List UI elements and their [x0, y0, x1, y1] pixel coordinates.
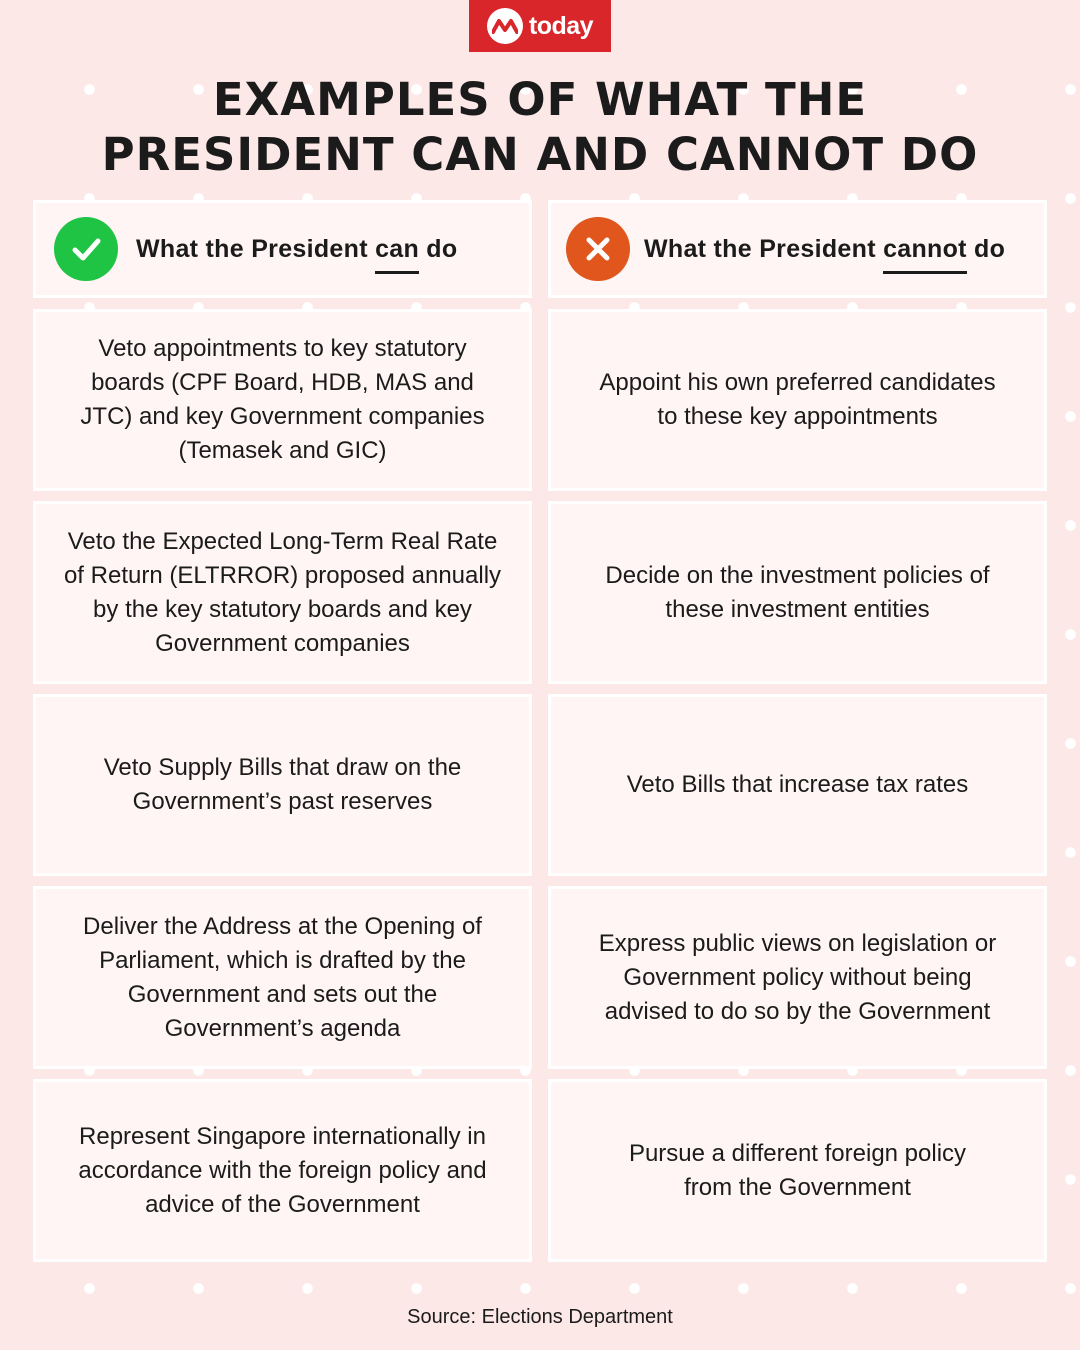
- can-header-prefix: What the President: [136, 235, 376, 263]
- can-item-text: Veto the Expected Long-Term Real Rate of Return (ELTRROR) proposed annually by the key statutory boards and key Government companies: [63, 527, 502, 657]
- cannot-header-text: [644, 232, 1005, 266]
- can-item-1: [33, 309, 532, 491]
- source-credit: Source: Elections Department: [407, 1306, 673, 1328]
- title-line-1: EXAMPLES OF WHAT THE: [212, 73, 868, 126]
- cannot-header-emphasis: cannot: [883, 232, 967, 266]
- cannot-item-text: Decide on the investment policies of these investment entities: [605, 561, 990, 623]
- can-header-text: [136, 232, 457, 266]
- can-item-text: Deliver the Address at the Opening of Parliament, which is drafted by the Government and sets out the Government’s agenda: [83, 912, 482, 1042]
- cannot-item-2: [548, 501, 1047, 684]
- cannot-item-text: Appoint his own preferred candidates to these key appointments: [599, 369, 996, 430]
- can-header-emphasis: can: [375, 232, 419, 266]
- cannot-item-5: [548, 1079, 1047, 1262]
- cannot-header-prefix: What the President: [644, 235, 884, 263]
- can-item-text: Veto appointments to key statutory boards (CPF Board, HDB, MAS and JTC) and key Government companies (Temasek and GIC): [80, 335, 485, 464]
- today-logo: [469, 0, 611, 52]
- today-logo-mark-icon: [487, 8, 523, 44]
- cannot-item-1: [548, 309, 1047, 491]
- cannot-item-4: [548, 886, 1047, 1069]
- cannot-item-text: Pursue a different foreign policy from the Government: [628, 1139, 967, 1201]
- can-item-text: Veto Supply Bills that draw on the Government’s past reserves: [103, 754, 462, 815]
- cross-icon: [566, 217, 630, 281]
- can-column-header: [33, 200, 532, 298]
- cannot-column-header: [548, 200, 1047, 298]
- can-item-4: [33, 886, 532, 1069]
- check-icon: [54, 217, 118, 281]
- logo-text: today: [528, 11, 594, 40]
- can-header-suffix: do: [419, 235, 458, 263]
- cannot-header-suffix: do: [966, 235, 1006, 263]
- title-line-2: PRESIDENT CAN AND CANNOT DO: [101, 128, 979, 181]
- page-title: [0, 72, 1080, 182]
- cannot-item-3: [548, 694, 1047, 876]
- cannot-item-text: Express public views on legislation or Government policy without being advised to do so by the Government: [598, 929, 997, 1025]
- can-item-3: [33, 694, 532, 876]
- can-item-2: [33, 501, 532, 684]
- can-item-5: [33, 1079, 532, 1262]
- can-item-text: Represent Singapore internationally in accordance with the foreign policy and advice of the Government: [78, 1122, 487, 1218]
- cannot-item-text: Veto Bills that increase tax rates: [626, 771, 969, 798]
